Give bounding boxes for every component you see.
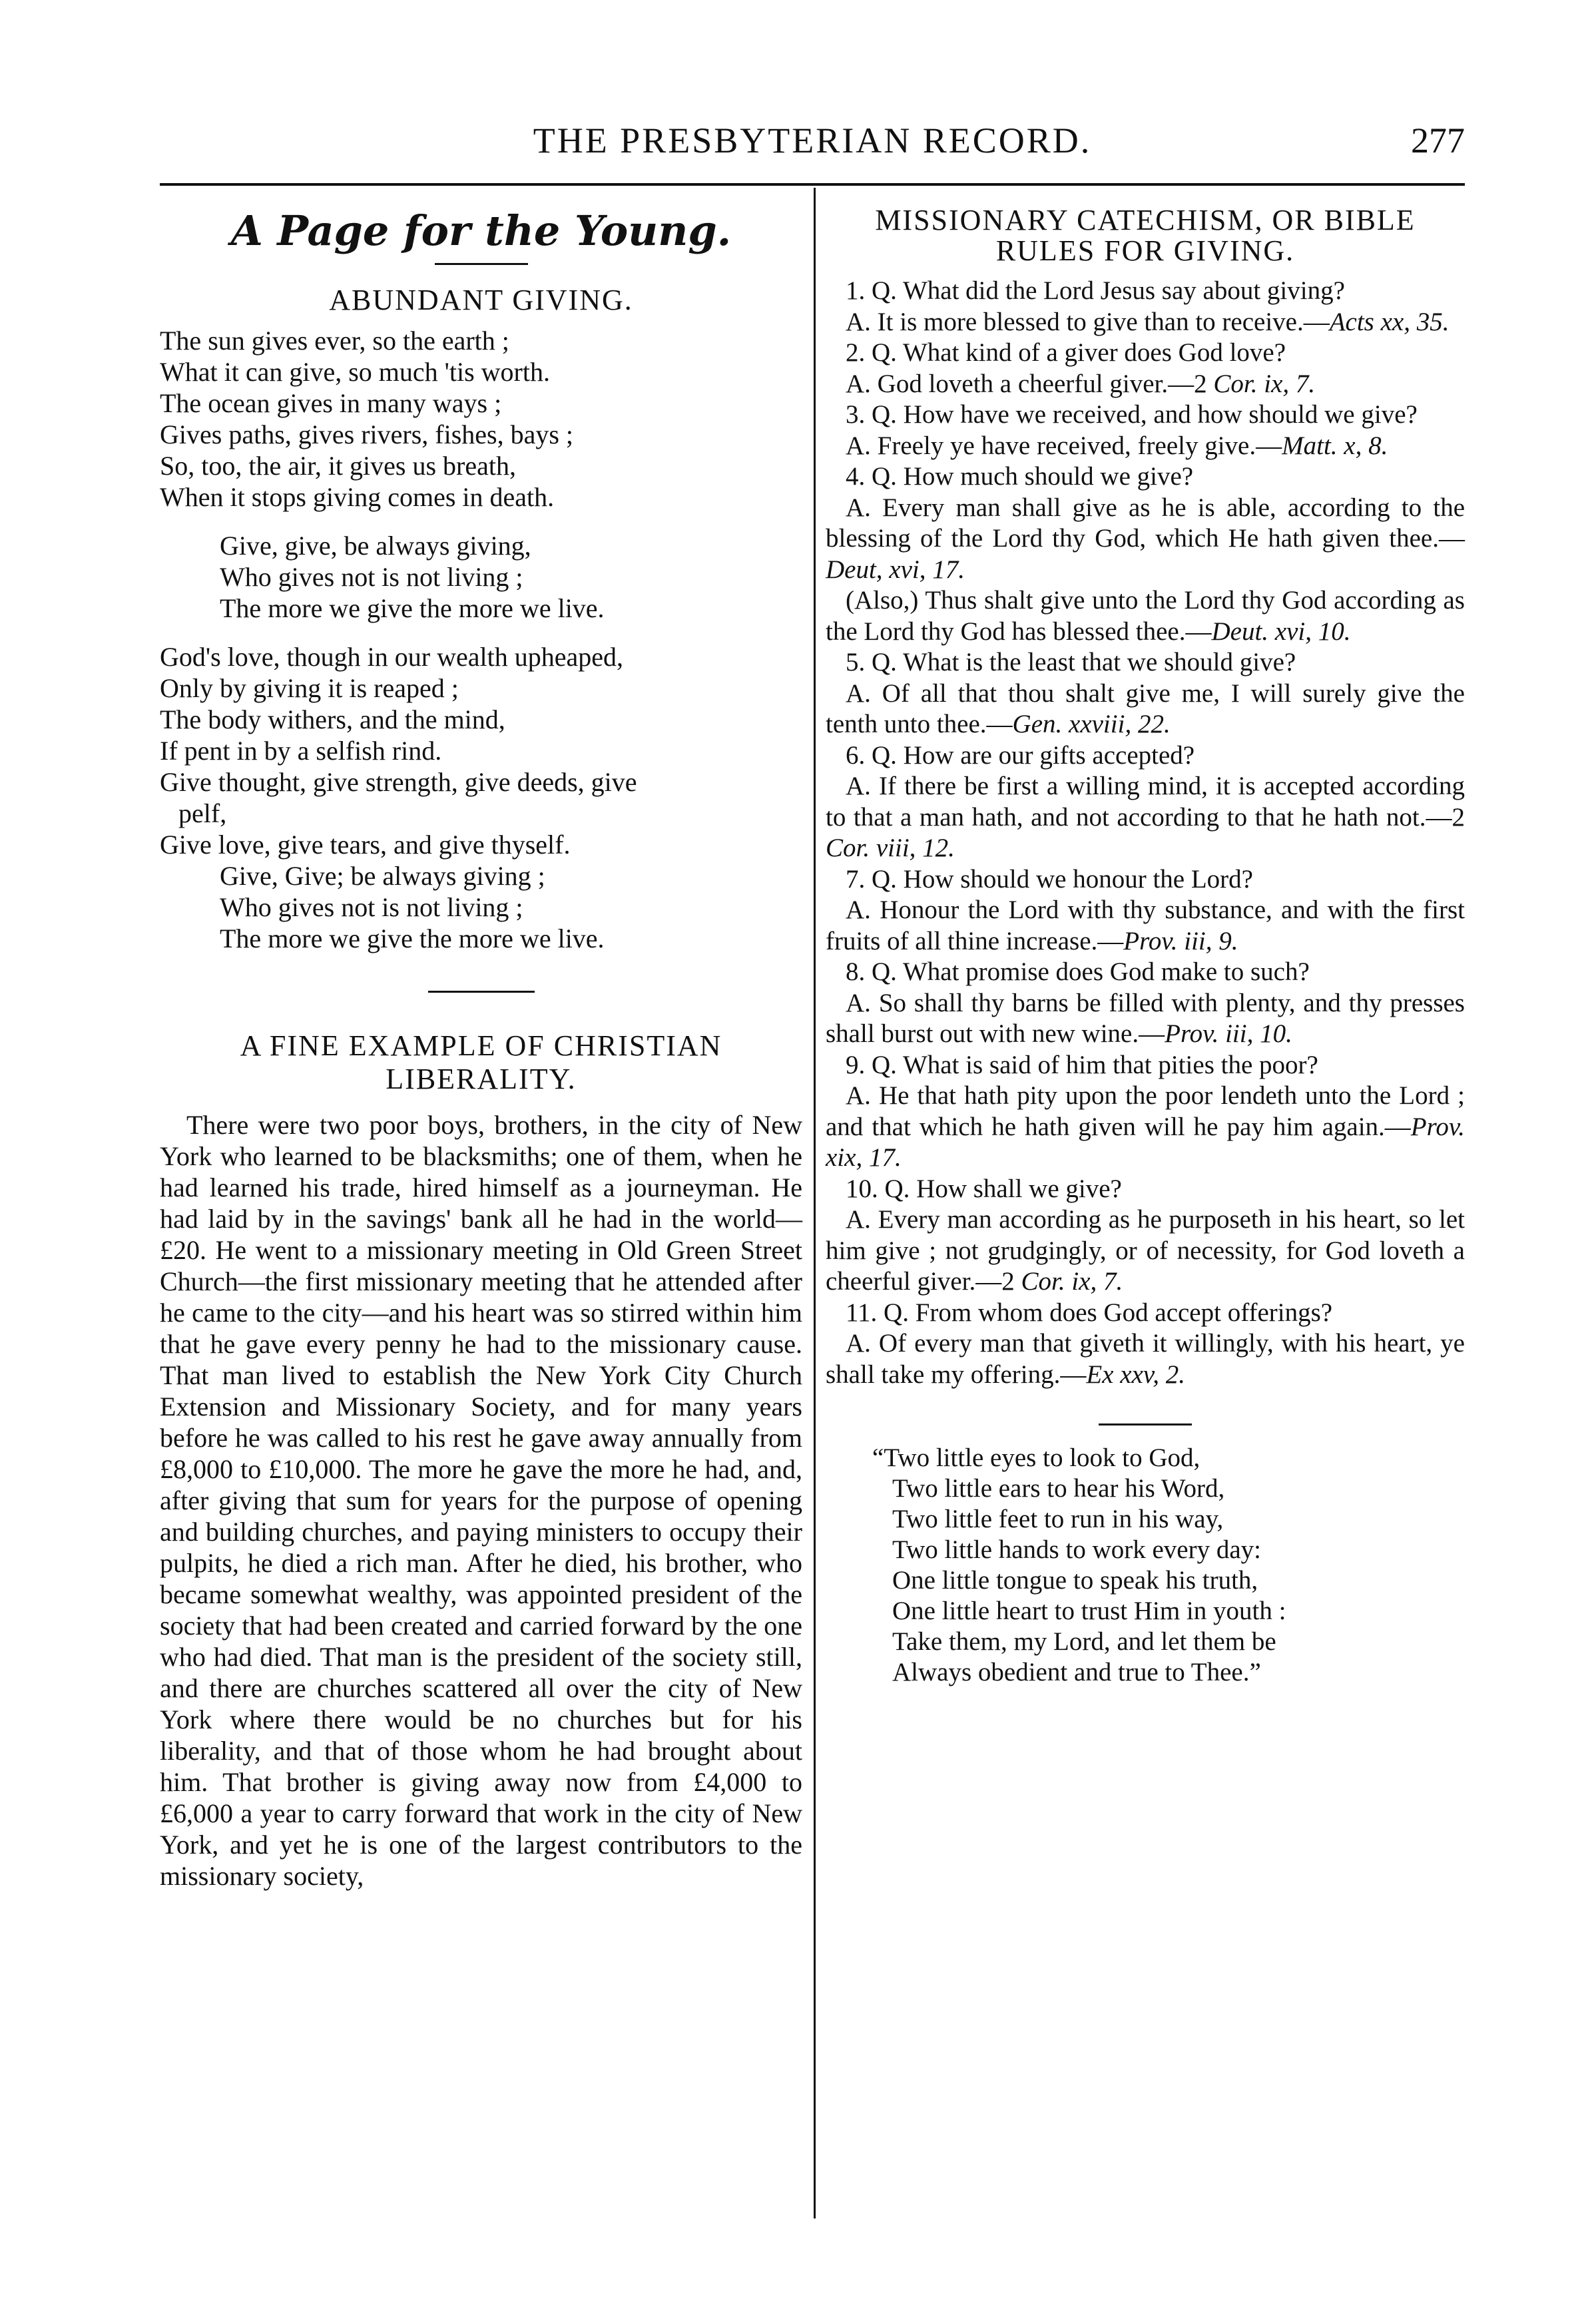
catechism-entry	[826, 276, 1465, 307]
poem-line: Gives paths, gives rivers, fishes, bays ;	[160, 419, 574, 449]
scripture-reference: Acts xx, 35.	[1329, 307, 1450, 336]
closing-poem	[826, 1443, 1465, 1688]
catechism-text: A. Freely ye have received, freely give.—	[846, 431, 1282, 460]
poem-line: One little heart to trust Him in youth :	[892, 1597, 1286, 1625]
catechism-entry	[826, 307, 1465, 338]
catechism-entry	[826, 1298, 1465, 1329]
poem-line: Two little ears to hear his Word,	[892, 1474, 1225, 1503]
poem-title: ABUNDANT GIVING.	[329, 284, 633, 316]
poem-line: Give thought, give strength, give deeds, give	[160, 767, 637, 797]
catechism-text: A. God loveth a cheerful giver.—2	[846, 369, 1214, 398]
chorus-line: The more we give the more we live.	[220, 923, 605, 953]
catechism-entry	[826, 461, 1465, 493]
catechism-entry	[826, 338, 1465, 369]
poem-line: Two little feet to run in his way,	[892, 1505, 1224, 1533]
poem-abundant-giving	[160, 325, 802, 954]
chorus-line: Who gives not is not living ;	[220, 562, 523, 592]
running-title: THE PRESBYTERIAN RECORD.	[533, 121, 1092, 160]
catechism-title-line2: RULES FOR GIVING.	[995, 234, 1295, 267]
scripture-reference: Prov. iii, 10.	[1165, 1019, 1292, 1048]
poem-line: God's love, though in our wealth upheaped,	[160, 642, 623, 672]
poem-line: What it can give, so much 'tis worth.	[160, 357, 550, 387]
section-rule	[428, 991, 535, 993]
catechism-text: (Also,) Thus shalt give unto the Lord thy God according as the Lord thy God has blessed thee.—	[826, 586, 1465, 646]
catechism-text: A. Every man shall give as he is able, according to the blessing of the Lord thy God, which He hath given thee.—	[826, 493, 1465, 553]
catechism-entry	[826, 493, 1465, 586]
poem-line: So, too, the air, it gives us breath,	[160, 451, 516, 481]
article-title-line2: LIBERALITY.	[386, 1063, 577, 1095]
catechism-text: 1. Q. What did the Lord Jesus say about giving?	[846, 276, 1345, 305]
catechism-entry	[826, 1328, 1465, 1390]
scripture-reference: Ex xxv, 2.	[1086, 1360, 1186, 1389]
catechism-entry	[826, 771, 1465, 864]
scripture-reference: Gen. xxviii, 22.	[1012, 710, 1171, 738]
poem-line: Two little hands to work every day:	[892, 1535, 1261, 1564]
catechism-text: A. It is more blessed to give than to receive.—	[846, 307, 1330, 336]
scripture-reference: Cor. ix, 7.	[1213, 369, 1316, 398]
catechism-entry	[826, 957, 1465, 988]
poem-line: The ocean gives in many ways ;	[160, 388, 502, 418]
catechism-text: 5. Q. What is the least that we should give?	[846, 648, 1296, 676]
scripture-reference: Deut, xvi, 17.	[826, 555, 965, 584]
poem-line: “Two little eyes to look to God,	[872, 1443, 1200, 1472]
catechism-entry	[826, 1174, 1465, 1205]
scripture-reference: Prov. xix, 17.	[826, 1112, 1465, 1172]
catechism-entry	[826, 1081, 1465, 1174]
catechism-entry	[826, 895, 1465, 957]
catechism-text: 3. Q. How have we received, and how should we give?	[846, 400, 1418, 429]
right-column	[826, 200, 1465, 1688]
catechism-text: A. Every man according as he purposeth in his heart, so let him give ; not grudgingly, or of necessity, for God loveth a cheerful giver.—2	[826, 1205, 1465, 1296]
stanza-gap	[160, 624, 802, 641]
catechism-text: A. Honour the Lord with thy substance, and with the first fruits of all thine increase.—	[826, 896, 1465, 955]
poem-line: Give love, give tears, and give thyself.	[160, 830, 571, 860]
article-body: There were two poor boys, brothers, in the city of New York who learned to be blacksmiths; one of them, when he had learned his trade, hired himself as a journeyman. He had laid by in the savings' bank all he had in the world—£20. He went to a missionary meeting in Old Green Street Church—the first missionary meeting that he attended after he came to the city—and his heart was so stirred within him that he gave every penny he had to the missionary cause. That man lived to establish the New York City Church Extension and Missionary Society, and for many years before he was called to his rest he gave away annually from £8,000 to £10,000. The more he gave the more he had, and, after giving that sum for years for the purpose of opening and building churches, and paying ministers to occupy their pulpits, he died a rich man. After he died, his brother, who became somewhat wealthy, was appointed president of the society that had been created and carried forward by the one who had died. That man is the president of the society still, and there are churches scattered all over the city of New York where there would be no churches but for his liberality, and that of those whom he had brought about him. That brother is giving away now from £4,000 to £6,000 a year to carry forward that work in the city of New York, and yet he is one of the largest contributors to the missionary society,	[160, 1110, 802, 1891]
catechism-text: A. If there be first a willing mind, it is accepted according to that a man hath, and not according to that he hath not.—2	[826, 772, 1465, 832]
catechism-title	[826, 205, 1465, 266]
poem-line: One little tongue to speak his truth,	[892, 1566, 1258, 1595]
poem-line: The sun gives ever, so the earth ;	[160, 326, 509, 356]
catechism-entry	[826, 585, 1465, 647]
article-title-line1: A FINE EXAMPLE OF CHRISTIAN	[240, 1029, 722, 1062]
catechism-entry	[826, 431, 1465, 462]
catechism-text: 7. Q. How should we honour the Lord?	[846, 864, 1253, 894]
poem-line: Take them, my Lord, and let them be	[892, 1627, 1276, 1656]
catechism-entry	[826, 1050, 1465, 1081]
catechism-text: 2. Q. What kind of a giver does God love?	[846, 338, 1286, 367]
catechism-entry	[826, 1204, 1465, 1298]
stanza-gap	[160, 513, 802, 530]
chorus-line: Give, Give; be always giving ;	[220, 861, 545, 891]
catechism-text: 11. Q. From whom does God accept offerings?	[846, 1298, 1333, 1327]
running-head	[160, 120, 1465, 180]
catechism-text: A. Of all that thou shalt give me, I will surely give the tenth unto thee.—	[826, 678, 1465, 738]
catechism-entry	[826, 647, 1465, 678]
catechism-text: 4. Q. How much should we give?	[846, 462, 1194, 491]
header-rule	[160, 183, 1465, 186]
catechism-text: A. So shall thy barns be filled with plenty, and thy presses shall burst out with new wine.—	[826, 988, 1465, 1048]
scripture-reference: Deut. xvi, 10.	[1211, 617, 1351, 646]
catechism-entry	[826, 399, 1465, 431]
catechism-text: 9. Q. What is said of him that pities the poor?	[846, 1050, 1318, 1079]
catechism-text: A. He that hath pity upon the poor lendeth unto the Lord ; and that which he hath given will he pay him again.—	[826, 1081, 1465, 1141]
catechism-text: 8. Q. What promise does God make to such?	[846, 957, 1310, 986]
catechism-entry	[826, 369, 1465, 400]
chorus-line: Who gives not is not living ;	[220, 892, 523, 922]
chorus-line: The more we give the more we live.	[220, 593, 605, 623]
scripture-reference: Matt. x, 8.	[1282, 431, 1388, 460]
feature-title: A Page for the Young.	[230, 206, 732, 255]
poem-line: Only by giving it is reaped ;	[160, 673, 459, 703]
catechism-text: 10. Q. How shall we give?	[846, 1174, 1122, 1203]
scripture-reference: Cor. viii, 12.	[826, 834, 955, 862]
page-number: 277	[1411, 121, 1465, 160]
poem-line: Always obedient and true to Thee.”	[892, 1658, 1261, 1686]
title-rule	[435, 263, 528, 265]
chorus-line: Give, give, be always giving,	[220, 531, 531, 561]
catechism-entry	[826, 678, 1465, 740]
catechism-title-line1: MISSIONARY CATECHISM, OR BIBLE	[875, 204, 1416, 236]
scripture-reference: Cor. ix, 7.	[1021, 1267, 1123, 1296]
poem-line: The body withers, and the mind,	[160, 704, 505, 734]
catechism-text: 6. Q. How are our gifts accepted?	[846, 740, 1195, 770]
closing-rule	[1099, 1423, 1192, 1425]
poem-line: When it stops giving comes in death.	[160, 482, 555, 512]
left-column	[160, 200, 802, 1892]
catechism-text: A. Of every man that giveth it willingly, with his heart, ye shall take my offering.—	[826, 1329, 1465, 1389]
scripture-reference: Prov. iii, 9.	[1123, 926, 1238, 955]
poem-line: pelf,	[178, 798, 227, 828]
poem-line: If pent in by a selfish rind.	[160, 736, 442, 766]
catechism-list	[826, 276, 1465, 1390]
catechism-entry	[826, 864, 1465, 896]
article-title	[160, 1029, 802, 1096]
column-divider	[814, 188, 816, 2218]
catechism-entry	[826, 740, 1465, 772]
catechism-entry	[826, 988, 1465, 1050]
